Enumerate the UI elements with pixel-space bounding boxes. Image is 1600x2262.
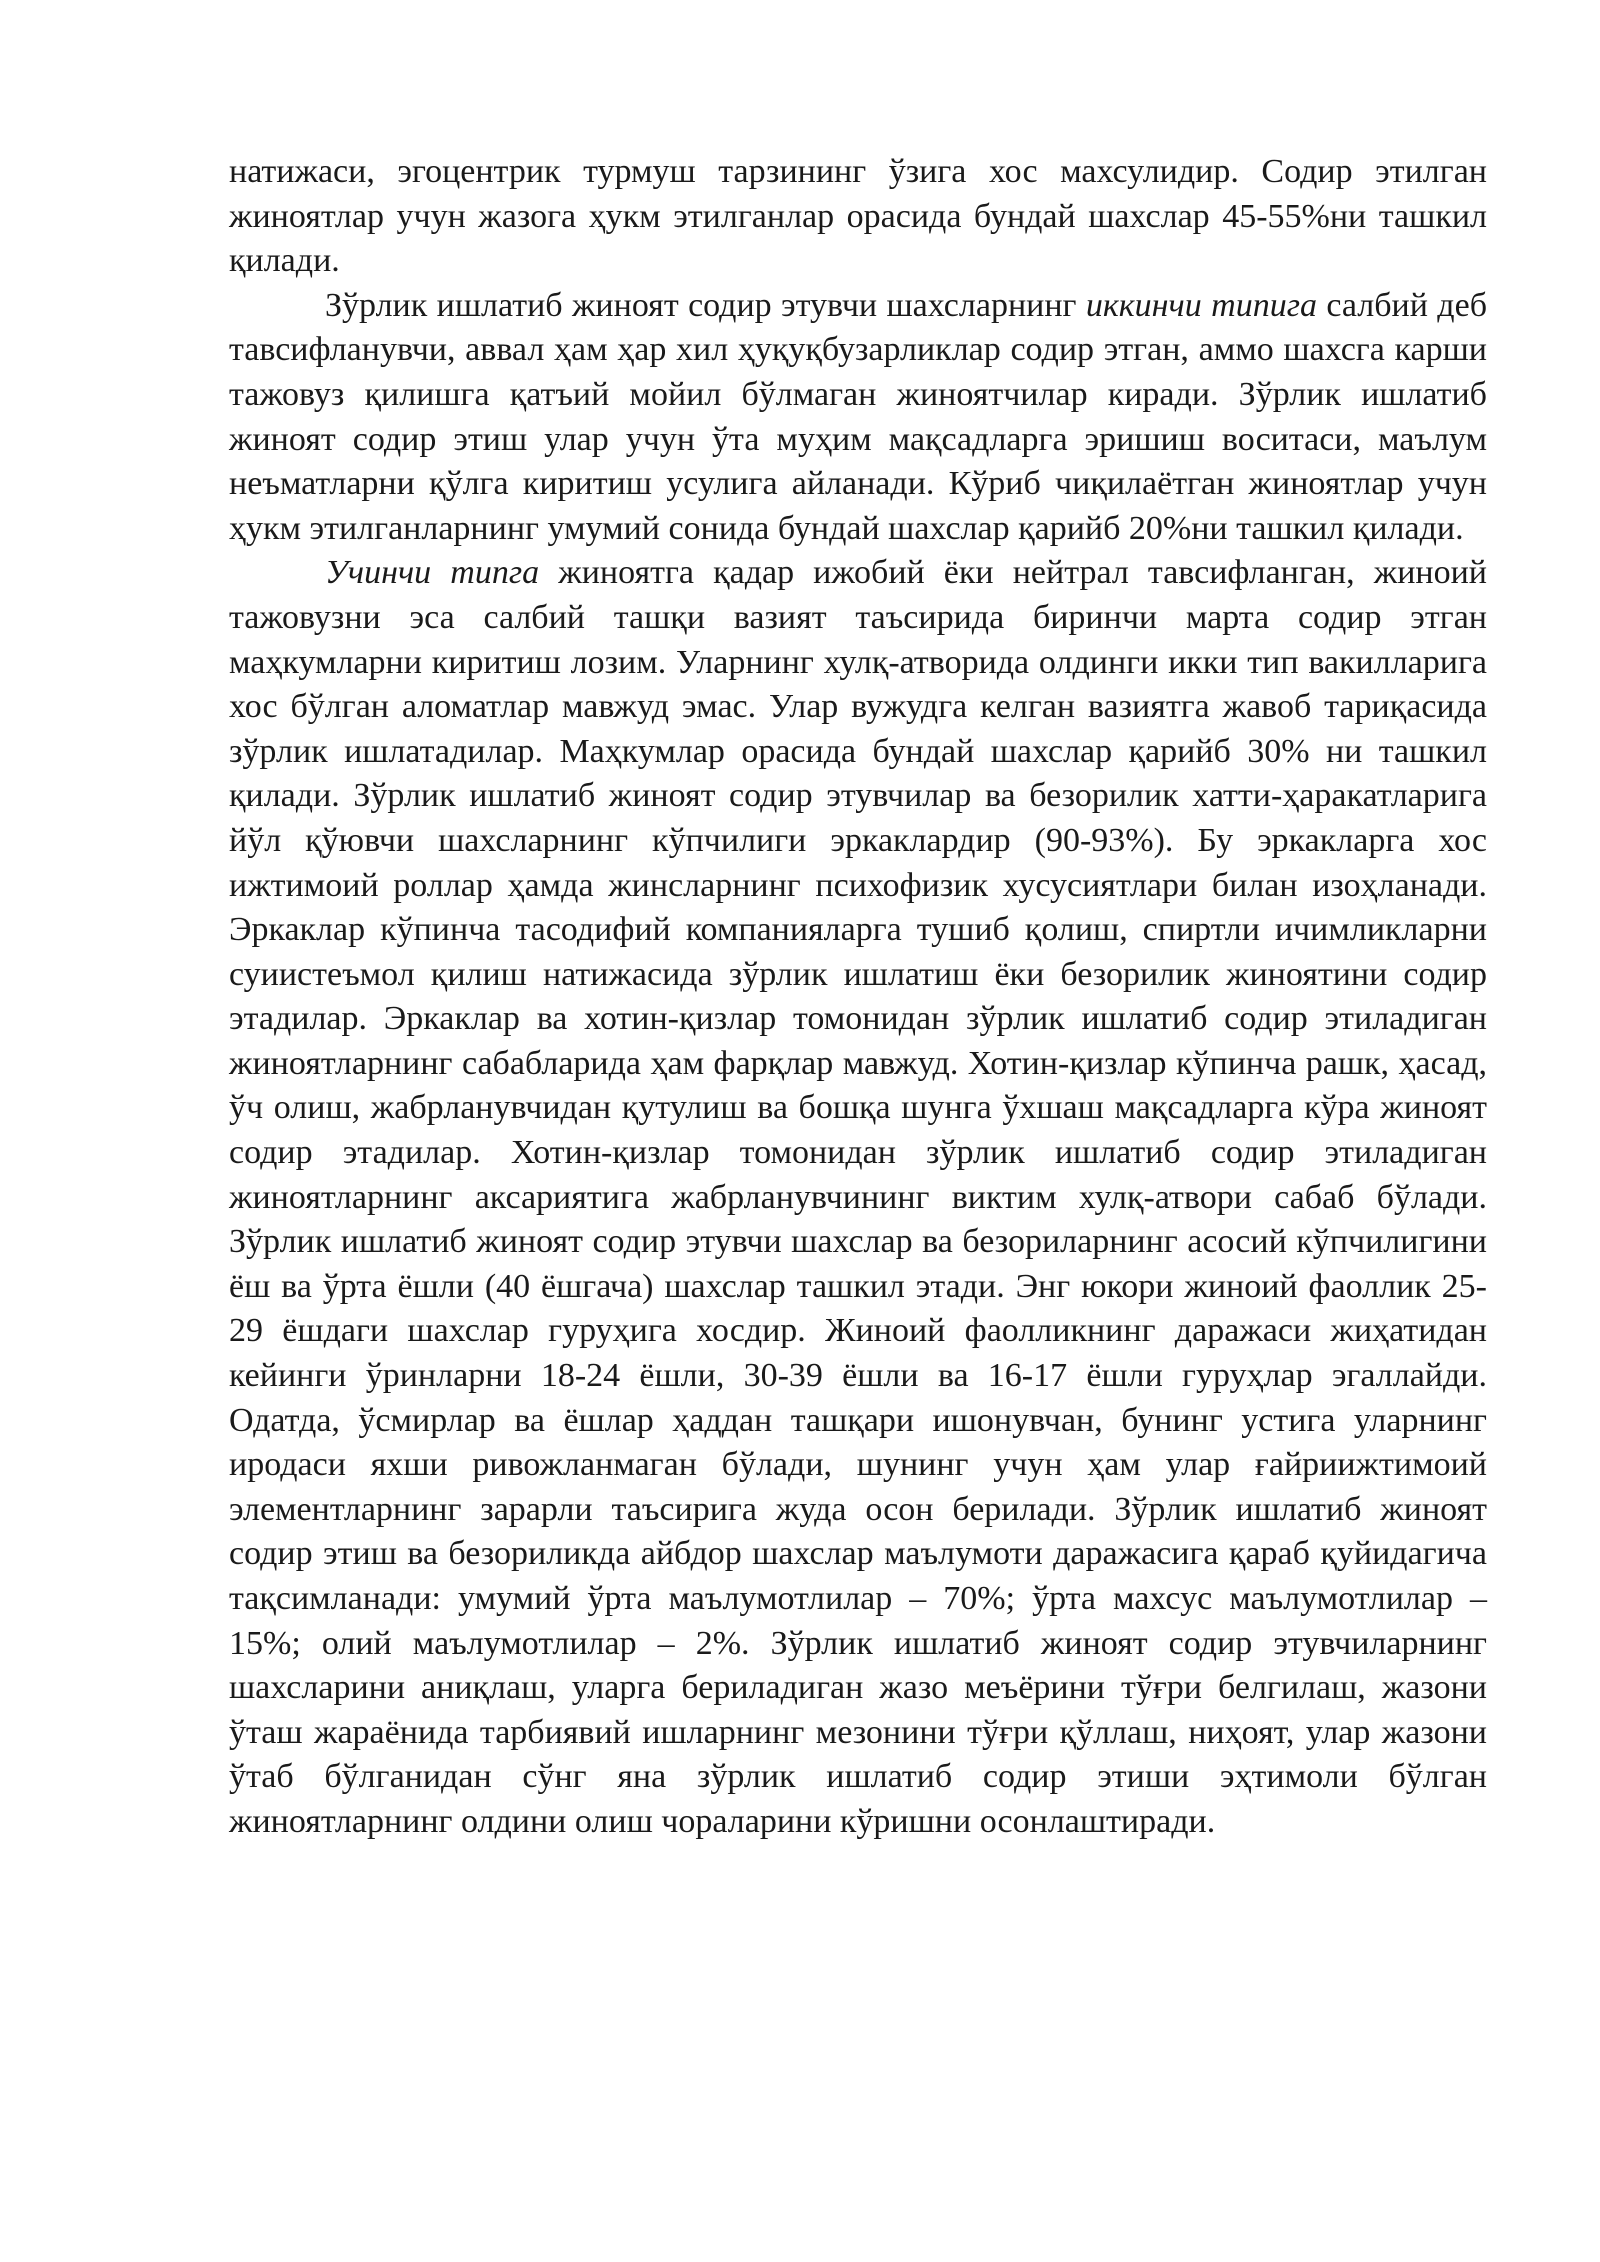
document-page <box>229 150 1487 1845</box>
paragraph-2-text-a: Зўрлик ишлатиб жиноят содир этувчи шахсларнинг <box>325 286 1086 324</box>
paragraph-2 <box>229 284 1487 552</box>
paragraph-2-text-b: салбий деб тавсифланувчи, аввал ҳам ҳар хил ҳуқуқбузарликлар содир этган, аммо шахсга карши тажовуз қилишга қатъий мойил бўлмаган жиноятчилар киради. Зўрлик ишлатиб жиноят содир этиш улар учун ўта муҳим мақсадларга эришиш воситаси, маълум неъматларни қўлга киритиш усулига айланади. Кўриб чиқилаётган жиноятлар учун ҳукм этилганларнинг умумий сонида бундай шахслар қарийб 20%ни ташкил қилади. <box>229 286 1487 547</box>
paragraph-1-text: натижаси, эгоцентрик турмуш тарзининг ўзига хос махсулидир. Содир этилган жиноятлар учун жазога ҳукм этилганлар орасида бундай шахслар 45-55%ни ташкил қилади. <box>229 153 1487 280</box>
paragraph-3-italic-term: Учинчи типга <box>325 554 540 592</box>
paragraph-3-text: жиноятга қадар ижобий ёки нейтрал тавсифланган, жиноий тажовузни эса салбий ташқи вазият таъсирида биринчи марта содир этган маҳкумларни киритиш лозим. Уларнинг хулқ-атворида олдинги икки тип вакилларига хос бўлган аломатлар мавжуд эмас. Улар вужудга келган вазиятга жавоб тариқасида зўрлик ишлатадилар. Маҳкумлар орасида бундай шахслар қарийб 30% ни ташкил қилади. Зўрлик ишлатиб жиноят содир этувчилар ва безорилик хатти-ҳаракатларига йўл қўювчи шахсларнинг кўпчилиги эркаклардир (90-93%). Бу эркакларга хос ижтимоий роллар ҳамда жинсларнинг психофизик хусусиятлари билан изоҳланади. Эркаклар кўпинча тасодифий компанияларга тушиб қолиш, спиртли ичимликларни суиистеъмол қилиш натижасида зўрлик ишлатиш ёки безорилик жиноятини содир этадилар. Эркаклар ва хотин-қизлар томонидан зўрлик ишлатиб содир этиладиган жиноятларнинг сабабларида ҳам фарқлар мавжуд. Хотин-қизлар кўпинча рашк, ҳасад, ўч олиш, жабрланувчидан қутулиш ва бошқа шунга ўхшаш мақсадларга кўра жиноят содир этадилар. Хотин-қизлар томонидан зўрлик ишлатиб содир этиладиган жиноятларнинг аксариятига жабрланувчининг виктим хулқ-атвори сабаб бўлади. Зўрлик ишлатиб жиноят содир этувчи шахслар ва безориларнинг асосий кўпчилигини ёш ва ўрта ёшли (40 ёшгача) шахслар ташкил этади. Энг юкори жиноий фаоллик 25-29 ёшдаги шахслар гуруҳига хосдир. Жиноий фаолликнинг даражаси жиҳатидан кейинги ўринларни 18-24 ёшли, 30-39 ёшли ва 16-17 ёшли гуруҳлар эгаллайди. Одатда, ўсмирлар ва ёшлар ҳаддан ташқари ишонувчан, бунинг устига уларнинг иродаси яхши ривожланмаган бўлади, шунинг учун ҳам улар ғайриижтимоий элементларнинг зарарли таъсирига жуда осон берилади. Зўрлик ишлатиб жиноят содир этиш ва безориликда айбдор шахслар маълумоти даражасига қараб қуйидагича тақсимланади: умумий ўрта маълумотлилар – 70%; ўрта махсус маълумотлилар – 15%; олий маълумотлилар – 2%. Зўрлик ишлатиб жиноят содир этувчиларнинг шахсларини аниқлаш, уларга бериладиган жазо меъёрини тўғри белгилаш, жазони ўташ жараёнида тарбиявий ишларнинг мезонини тўғри қўллаш, ниҳоят, улар жазони ўтаб бўлганидан сўнг яна зўрлик ишлатиб содир этиши эҳтимоли бўлган жиноятларнинг олдини олиш чораларини кўришни осонлаштиради. <box>229 554 1487 1840</box>
paragraph-2-italic-term: иккинчи типига <box>1085 286 1317 324</box>
paragraph-1 <box>229 150 1487 284</box>
paragraph-3 <box>229 551 1487 1844</box>
